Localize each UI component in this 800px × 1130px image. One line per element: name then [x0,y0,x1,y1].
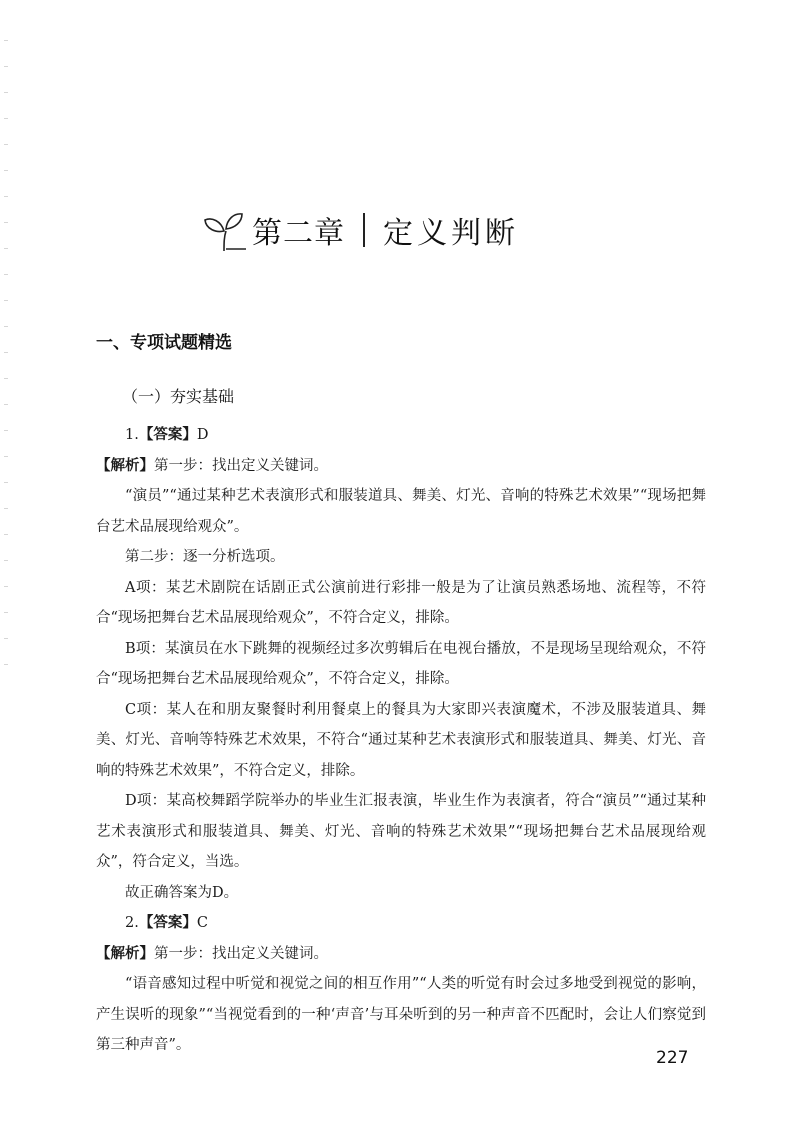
subsection-title: （一）夯实基础 [122,387,235,406]
answer-content [96,420,706,1061]
page-number: 227 [656,1048,689,1068]
answer-2-step1: 【解析】第一步：找出定义关键词。 [96,945,328,962]
answer-1-step2: 第二步：逐一分析选项。 [125,549,285,565]
answer-1-conclusion: 故正确答案为D。 [125,884,239,901]
answer-1-keywords: “演员”“通过某种艺术表演形式和服装道具、舞美、灯光、音响的特殊艺术效果”“现场把舞台艺术品展现给观众”。 [96,488,706,535]
chapter-header [200,200,560,260]
chapter-number: 第二章 [252,216,345,251]
sprout-icon [200,207,250,253]
answer-1-step1: 【解析】第一步：找出定义关键词。 [96,457,328,474]
answer-1-option-c: C项：某人在和朋友聚餐时利用餐桌上的餐具为大家即兴表演魔术，不涉及服装道具、舞美、灯光、音响等特殊艺术效果，不符合“通过某种艺术表演形式和服装道具、舞美、灯光、音响的特殊艺术效果”，不符合定义，排除。 [96,701,706,779]
answer-1-header: 1.【答案】D [125,427,209,443]
chapter-separator [363,213,365,247]
section-title: 一、专项试题精选 [96,333,232,353]
chapter-title: 定义判断 [383,216,519,251]
answer-1-option-a: A项：某艺术剧院在话剧正式公演前进行彩排一般是为了让演员熟悉场地、流程等，不符合“现场把舞台艺术品展现给观众”，不符合定义，排除。 [96,579,706,626]
answer-1-option-d: D项：某高校舞蹈学院举办的毕业生汇报表演，毕业生作为表演者，符合“演员”“通过某种艺术表演形式和服装道具、舞美、灯光、音响的特殊艺术效果”“现场把舞台艺术品展现给观众”，符合定义，当选。 [96,793,706,870]
answer-2-header: 2.【答案】C [125,915,208,931]
scan-edge-marks [4,40,8,680]
answer-2-keywords: “语音感知过程中听觉和视觉之间的相互作用”“人类的听觉有时会过多地受到视觉的影响，产生误听的现象”“当视觉看到的一种‘声音’与耳朵听到的另一种声音不匹配时，会让人们察觉到第三种声音”。 [96,976,706,1053]
answer-1-option-b: B项：某演员在水下跳舞的视频经过多次剪辑后在电视台播放，不是现场呈现给观众，不符合“现场把舞台艺术品展现给观众”，不符合定义，排除。 [96,640,706,687]
